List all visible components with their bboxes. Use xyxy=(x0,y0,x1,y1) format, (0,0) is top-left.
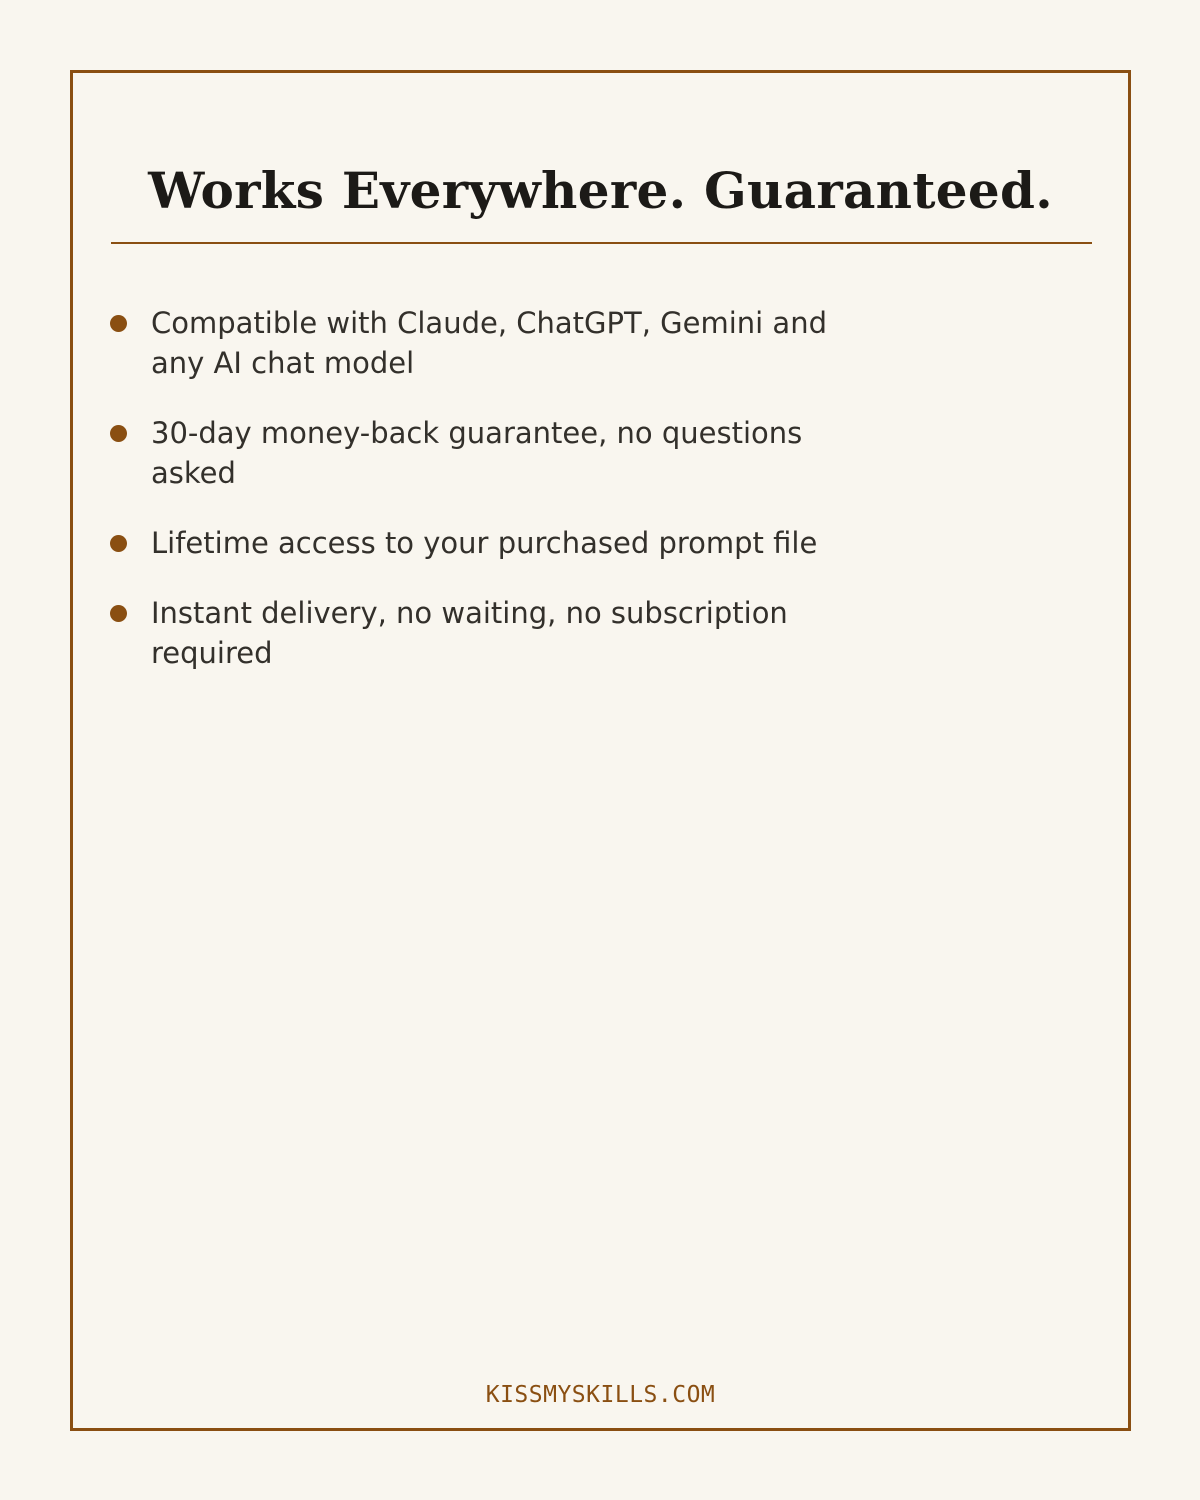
feature-text: Instant delivery, no waiting, no subscription required xyxy=(151,596,788,670)
feature-list xyxy=(110,303,910,703)
list-item xyxy=(110,593,910,673)
card-frame xyxy=(70,70,1131,1431)
title-divider xyxy=(111,242,1092,244)
page-title: Works Everywhere. Guaranteed. xyxy=(148,161,1053,220)
list-item xyxy=(110,413,910,493)
list-item xyxy=(110,303,910,383)
bullet-dot-icon xyxy=(110,535,127,552)
bullet-dot-icon xyxy=(110,425,127,442)
bullet-dot-icon xyxy=(110,605,127,622)
feature-text: Compatible with Claude, ChatGPT, Gemini and any AI chat model xyxy=(151,306,827,380)
list-item xyxy=(110,523,910,563)
footer-site-url: KISSMYSKILLS.COM xyxy=(485,1382,716,1408)
bullet-dot-icon xyxy=(110,315,127,332)
feature-text: Lifetime access to your purchased prompt file xyxy=(151,526,818,560)
feature-text: 30-day money-back guarantee, no questions asked xyxy=(151,416,803,490)
